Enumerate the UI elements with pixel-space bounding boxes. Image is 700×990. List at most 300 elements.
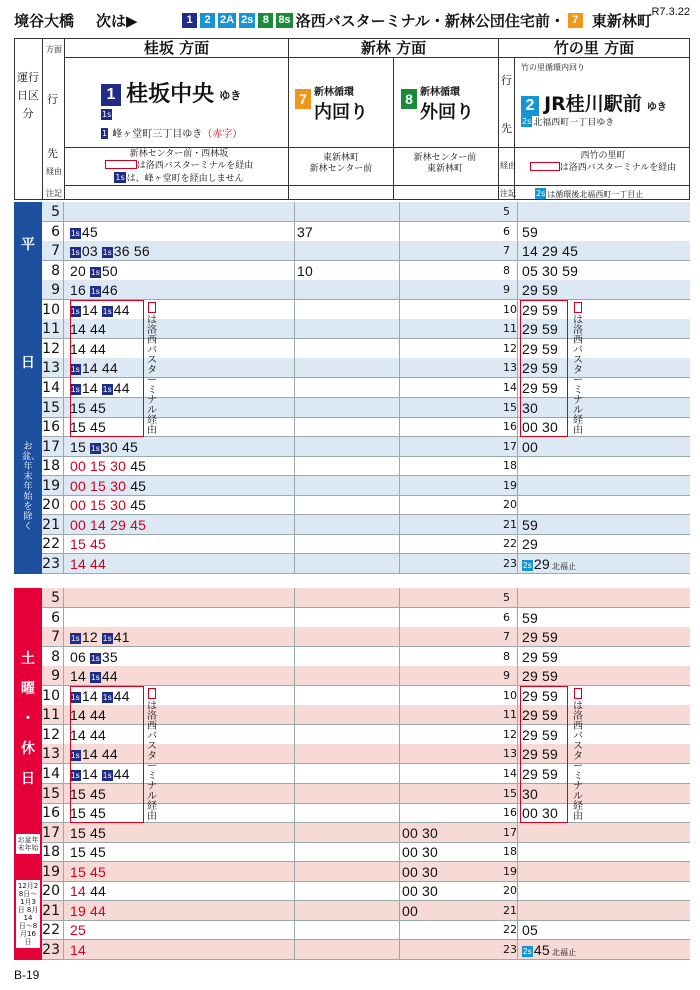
holiday-timetable [42, 588, 690, 960]
hour-label-2: 21 [502, 901, 518, 921]
departure-time: 45 [533, 941, 550, 958]
hour-label: 22 [42, 920, 64, 940]
departure-time: 25 [70, 922, 86, 939]
times-katsurazaka [70, 823, 288, 843]
times-katsurazaka [70, 627, 288, 647]
departure-time: 03 [81, 243, 102, 260]
times-katsurazaka [70, 476, 288, 496]
hour-label-2: 15 [502, 784, 518, 804]
via-text: 洛西バスターミナル・新林公団住宅前・ [295, 12, 565, 30]
times-katsurazaka [70, 901, 288, 921]
destination-label: 行先 [47, 93, 58, 160]
revision-date: R7.3.22 [651, 6, 690, 18]
departure-time: 00 15 30 [70, 477, 131, 494]
times-inner-loop: 37 [294, 222, 398, 242]
route-badge: 1s [71, 365, 80, 375]
times-outer-loop [399, 241, 501, 261]
hour-label: 15 [42, 398, 64, 418]
times-outer-loop [399, 495, 501, 515]
departure-time: 20 [70, 262, 91, 279]
via-terminal-box [70, 300, 144, 437]
departure-time: 06 [70, 648, 91, 665]
times-katsurazaka [70, 534, 288, 554]
departure-time: 45 [81, 223, 98, 240]
departure-time: 14 [70, 668, 91, 685]
header [14, 6, 690, 30]
times-outer-loop [399, 437, 501, 457]
hour-label-2: 13 [502, 358, 518, 378]
departure-time: 44 [113, 765, 130, 782]
times-takenosato [522, 901, 690, 921]
hour-label-2: 20 [502, 495, 518, 515]
hour-label: 10 [42, 300, 64, 320]
departure-time: 00 30 [522, 419, 559, 436]
times-outer-loop [399, 339, 501, 359]
hour-row [42, 647, 690, 667]
terminal-note: 北福止 [551, 561, 577, 571]
main-destination-2: JR桂川駅前 [544, 93, 642, 115]
departure-time: 29 59 [522, 360, 559, 377]
times-outer-loop [399, 378, 501, 398]
times-inner-loop [294, 588, 398, 608]
departure-time: 14 44 [70, 321, 107, 338]
route-badge: 8 [258, 13, 273, 28]
hour-label-2: 12 [502, 725, 518, 745]
departure-time: 29 59 [522, 687, 559, 704]
hour-label-2: 5 [502, 588, 518, 608]
times-outer-loop: 00 [399, 901, 501, 921]
loop-outer: 8 新林循環 外回り [401, 83, 474, 124]
times-outer-loop [399, 608, 501, 628]
hour-label-2: 16 [502, 803, 518, 823]
departure-time: 15 [70, 438, 91, 455]
via-katsurazaka: 新林センター前・西林坂 は洛西バスターミナルを経由 1s は、峰ヶ堂町を経由しません [79, 149, 279, 185]
route-badge: 1s [91, 673, 100, 683]
departure-time: 14 [70, 941, 86, 958]
route-badge: 2 [200, 13, 215, 28]
times-inner-loop [294, 881, 398, 901]
hour-label-2: 6 [502, 222, 518, 242]
main-destination: 桂坂中央 [126, 82, 215, 107]
route-badge: 2s [523, 946, 532, 956]
departure-time: 14 44 [81, 360, 118, 377]
hour-label-2: 22 [502, 534, 518, 554]
times-katsurazaka [70, 495, 288, 515]
hour-row [42, 901, 690, 921]
times-outer-loop [399, 647, 501, 667]
times-outer-loop [399, 300, 501, 320]
departure-time: 19 44 [70, 902, 107, 919]
route-badge: 1s [71, 751, 80, 761]
departure-time: 36 56 [113, 243, 150, 260]
hour-label: 5 [42, 202, 64, 222]
destination-suffix: ゆき [219, 89, 242, 102]
times-takenosato [522, 202, 690, 222]
hour-label: 11 [42, 705, 64, 725]
departure-time: 29 59 [522, 629, 559, 646]
hour-row [42, 476, 690, 496]
departure-time: 15 45 [70, 785, 107, 802]
via-marker [574, 302, 582, 313]
times-katsurazaka [70, 280, 288, 300]
times-inner-loop [294, 627, 398, 647]
times-outer-loop [399, 803, 501, 823]
via-outer: 新林センター前 東新林町 [413, 153, 477, 174]
departure-time: 00 30 [522, 805, 559, 822]
departure-time: 44 [113, 687, 130, 704]
dir-takenosato: 竹の里 方面 行先 竹の里循環内回り 2 JR桂川駅前 ゆき 2s 北福西町一丁目ゆき 経由 西竹の里町 は洛西バスターミナルを経由 注記 2s は循環後北福西町一丁目止 [499, 39, 689, 199]
hour-label-2: 9 [502, 666, 518, 686]
hour-label-2: 18 [502, 842, 518, 862]
departure-time: 30 [522, 399, 538, 416]
route-badge: 8s [278, 14, 291, 26]
departure-time: 14 [81, 765, 102, 782]
times-takenosato [522, 437, 690, 457]
departure-time: 44 [113, 301, 130, 318]
hour-row [42, 862, 690, 882]
times-inner-loop [294, 725, 398, 745]
route-badge: 1s [71, 306, 80, 316]
times-outer-loop [399, 358, 501, 378]
note-label: 注記 [46, 189, 62, 198]
departure-time: 15 45 [70, 844, 107, 861]
route-badge: 1s [71, 248, 80, 258]
times-inner-loop [294, 686, 398, 706]
times-takenosato [522, 241, 690, 261]
hour-label: 18 [42, 456, 64, 476]
times-outer-loop [399, 398, 501, 418]
route-badge: 1s [102, 110, 112, 119]
holiday-label: 土 曜 ・ 休 日 お盆年末年始 12月28日〜1月3日 8月14日〜8月16日 [14, 588, 42, 960]
departure-time: 46 [101, 282, 118, 299]
times-inner-loop [294, 476, 398, 496]
times-outer-loop: 00 30 [399, 862, 501, 882]
times-inner-loop [294, 280, 398, 300]
hour-label-2: 12 [502, 339, 518, 359]
hour-label: 20 [42, 881, 64, 901]
times-inner-loop [294, 358, 398, 378]
departure-time: 45 [130, 477, 147, 494]
times-katsurazaka [70, 647, 288, 667]
row-label-cell [15, 39, 43, 199]
hour-row [42, 881, 690, 901]
via-note: は洛西バスターミナル経由 [573, 314, 583, 436]
dir-takenosato-title: 竹の里 方面 [553, 39, 635, 57]
times-katsurazaka [70, 608, 288, 628]
page-number: B-19 [14, 968, 40, 982]
departure-time: 59 [522, 223, 538, 240]
via-terminal-box [520, 300, 568, 437]
times-inner-loop [294, 705, 398, 725]
hour-label: 6 [42, 608, 64, 628]
departure-time: 29 59 [522, 301, 559, 318]
departure-time: 29 [533, 555, 550, 572]
via-note: は洛西バスターミナル経由 [147, 700, 157, 822]
departure-time: 29 59 [522, 340, 559, 357]
destination: 東新林町 [591, 12, 652, 30]
hour-label: 23 [42, 554, 64, 574]
times-katsurazaka [70, 437, 288, 457]
times-inner-loop [294, 378, 398, 398]
times-outer-loop [399, 725, 501, 745]
times-takenosato [522, 222, 690, 242]
via-inner: 東新林町 新林センター前 [309, 153, 373, 174]
times-takenosato [522, 842, 690, 862]
hour-label: 16 [42, 417, 64, 437]
departure-time: 14 29 45 [522, 243, 579, 260]
hour-label-2: 6 [502, 608, 518, 628]
hour-row [42, 627, 690, 647]
times-takenosato [522, 456, 690, 476]
hour-label-2: 5 [502, 202, 518, 222]
departure-time: 15 45 [70, 536, 107, 553]
times-takenosato [522, 627, 690, 647]
times-inner-loop [294, 339, 398, 359]
hour-label: 7 [42, 627, 64, 647]
route-badge: 2s [523, 560, 532, 570]
times-outer-loop [399, 319, 501, 339]
departure-time: 12 [81, 629, 102, 646]
times-inner-loop [294, 202, 398, 222]
departure-time: 00 15 30 [70, 497, 131, 514]
times-katsurazaka [70, 222, 288, 242]
departure-time: 30 [522, 785, 538, 802]
hour-label: 19 [42, 476, 64, 496]
hour-row [42, 666, 690, 686]
via-marker [574, 688, 582, 699]
route-badge: 2s [241, 14, 254, 26]
times-outer-loop [399, 686, 501, 706]
departure-time: 29 59 [522, 668, 559, 685]
route-badge: 7 [568, 13, 583, 28]
hour-label-2: 20 [502, 881, 518, 901]
hour-label: 17 [42, 823, 64, 843]
hour-label: 15 [42, 784, 64, 804]
hour-label-2: 9 [502, 280, 518, 300]
times-katsurazaka [70, 515, 288, 535]
terminal-note: 北福止 [551, 947, 577, 957]
times-outer-loop [399, 744, 501, 764]
hour-label: 11 [42, 319, 64, 339]
times-outer-loop: 00 30 [399, 823, 501, 843]
hour-row [42, 940, 690, 960]
departure-time: 29 59 [522, 282, 559, 299]
times-katsurazaka [70, 842, 288, 862]
hour-label: 5 [42, 588, 64, 608]
times-outer-loop [399, 764, 501, 784]
departure-time: 50 [101, 262, 118, 279]
hour-label-2: 23 [502, 554, 518, 574]
route-badge: 1 [101, 84, 121, 106]
departure-time: 29 59 [522, 707, 559, 724]
times-outer-loop [399, 705, 501, 725]
hour-row [42, 280, 690, 300]
departure-time: 29 59 [522, 379, 559, 396]
times-inner-loop [294, 300, 398, 320]
hour-row [42, 515, 690, 535]
times-outer-loop: 00 30 [399, 881, 501, 901]
departure-time: 35 [101, 648, 118, 665]
departure-time: 29 59 [522, 765, 559, 782]
times-takenosato [522, 588, 690, 608]
hour-row [42, 608, 690, 628]
departure-time: 14 [81, 687, 102, 704]
hour-row [42, 495, 690, 515]
hour-label: 17 [42, 437, 64, 457]
times-outer-loop [399, 261, 501, 281]
hour-label: 10 [42, 686, 64, 706]
times-katsurazaka [70, 666, 288, 686]
route-badge: 1s [102, 770, 112, 780]
times-inner-loop: 10 [294, 261, 398, 281]
departure-time: 05 30 59 [522, 262, 579, 279]
times-inner-loop [294, 515, 398, 535]
times-inner-loop [294, 842, 398, 862]
route-badge: 1s [71, 692, 80, 702]
times-takenosato [522, 920, 690, 940]
hour-label-2: 11 [502, 705, 518, 725]
times-takenosato [522, 534, 690, 554]
hour-label: 14 [42, 378, 64, 398]
route-badge: 1s [102, 248, 112, 258]
via-terminal-box [520, 686, 568, 823]
hour-row [42, 222, 690, 242]
departure-time: 29 59 [522, 321, 559, 338]
departure-time: 00 [522, 438, 538, 455]
via-takenosato: 西竹の里町 は洛西バスターミナルを経由 [517, 151, 689, 174]
route-badge: 1s [71, 228, 80, 238]
times-katsurazaka [70, 554, 288, 574]
direction-label: 方面 [46, 45, 62, 54]
hour-label: 13 [42, 744, 64, 764]
hour-row [42, 554, 690, 574]
hour-row [42, 823, 690, 843]
departure-time: 16 [70, 282, 91, 299]
hour-row [42, 261, 690, 281]
times-takenosato [522, 280, 690, 300]
departure-time: 14 44 [81, 746, 118, 763]
route-badge: 1s [102, 634, 112, 644]
hour-label: 21 [42, 901, 64, 921]
hour-row [42, 202, 690, 222]
times-inner-loop [294, 920, 398, 940]
hour-label-2: 16 [502, 417, 518, 437]
departure-time: 14 [81, 379, 102, 396]
times-katsurazaka [70, 456, 288, 476]
times-outer-loop [399, 280, 501, 300]
hour-label: 9 [42, 666, 64, 686]
times-inner-loop [294, 456, 398, 476]
times-katsurazaka [70, 920, 288, 940]
hour-label: 12 [42, 339, 64, 359]
times-outer-loop [399, 534, 501, 554]
hour-label: 6 [42, 222, 64, 242]
via-note: は洛西バスターミナル経由 [147, 314, 157, 436]
route-badge: 1s [71, 634, 80, 644]
times-outer-loop [399, 627, 501, 647]
dir-katsurazaka-title: 桂坂 方面 [143, 39, 210, 57]
departure-time: 14 44 [70, 340, 107, 357]
direction-header [14, 38, 690, 200]
times-outer-loop [399, 222, 501, 242]
route-badge: 1s [91, 653, 100, 663]
weekday-timetable [42, 202, 690, 574]
departure-time: 15 45 [70, 805, 107, 822]
times-katsurazaka [70, 241, 288, 261]
times-outer-loop: 00 30 [399, 842, 501, 862]
route-badge: 1s [102, 306, 112, 316]
departure-time: 15 45 [70, 399, 107, 416]
departure-time: 41 [113, 629, 130, 646]
loop-inner: 7 新林循環 内回り [295, 83, 368, 124]
hour-row [42, 588, 690, 608]
route-badge: 2A [220, 14, 235, 26]
route-badge: 1 [182, 13, 197, 28]
via-note: は洛西バスターミナル経由 [573, 700, 583, 822]
weekday-label: 平 日 お盆、年末年始を除く [14, 202, 42, 574]
times-takenosato [522, 495, 690, 515]
hour-label-2: 10 [502, 300, 518, 320]
departure-time: 29 59 [522, 746, 559, 763]
departure-time: 14 [81, 301, 102, 318]
operation-day-label: 運行日区分 [17, 71, 39, 120]
hour-label: 18 [42, 842, 64, 862]
times-outer-loop [399, 554, 501, 574]
departure-time: 44 [113, 379, 130, 396]
hour-label-2: 19 [502, 862, 518, 882]
route-badge: 1s [91, 287, 100, 297]
hour-label-2: 11 [502, 319, 518, 339]
hour-label: 9 [42, 280, 64, 300]
hour-label-2: 19 [502, 476, 518, 496]
departure-time: 59 [522, 516, 538, 533]
hour-label-2: 15 [502, 398, 518, 418]
times-outer-loop [399, 202, 501, 222]
times-outer-loop [399, 940, 501, 960]
departure-time: 30 45 [101, 438, 138, 455]
hour-label-2: 14 [502, 378, 518, 398]
departure-time: 44 [90, 883, 107, 900]
times-outer-loop [399, 476, 501, 496]
times-inner-loop [294, 241, 398, 261]
times-katsurazaka [70, 940, 288, 960]
hour-label-2: 7 [502, 241, 518, 261]
hour-label-2: 8 [502, 261, 518, 281]
departure-time: 15 45 [70, 863, 107, 880]
departure-time: 15 45 [70, 824, 107, 841]
times-katsurazaka [70, 588, 288, 608]
hour-label: 21 [42, 515, 64, 535]
next-label: 次は▶ [96, 12, 138, 30]
times-inner-loop [294, 554, 398, 574]
departure-time: 14 44 [70, 555, 107, 572]
hour-label-2: 13 [502, 744, 518, 764]
times-outer-loop [399, 456, 501, 476]
times-takenosato [522, 647, 690, 667]
times-takenosato [522, 881, 690, 901]
hour-row [42, 534, 690, 554]
times-inner-loop [294, 823, 398, 843]
times-inner-loop [294, 417, 398, 437]
times-inner-loop [294, 647, 398, 667]
times-inner-loop [294, 608, 398, 628]
times-outer-loop [399, 666, 501, 686]
departure-time: 14 44 [70, 707, 107, 724]
hour-row [42, 842, 690, 862]
hour-label-2: 10 [502, 686, 518, 706]
hour-row [42, 437, 690, 457]
times-takenosato [522, 261, 690, 281]
